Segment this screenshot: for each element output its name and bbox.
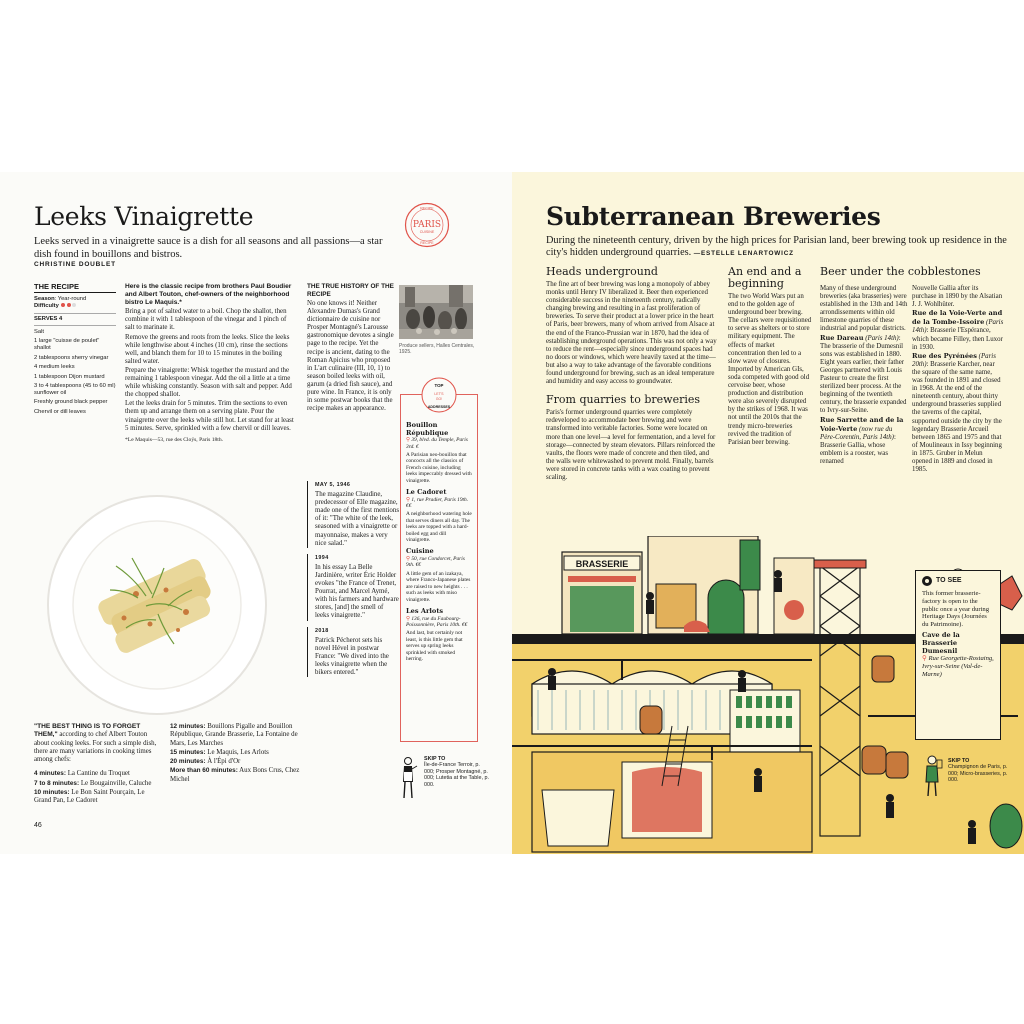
top-addresses-badge-icon bbox=[421, 377, 457, 413]
time-key: 4 minutes: bbox=[34, 770, 66, 778]
cooking-time-item bbox=[170, 723, 300, 748]
difficulty-dot-icon bbox=[67, 303, 71, 307]
section-body: Nouvelle Gallia after its purchase in 1890 by the Alsatian J. J. Wohlhüter. bbox=[912, 285, 1003, 309]
skip-to-text bbox=[948, 758, 1018, 784]
address-entry bbox=[406, 608, 472, 662]
timeline-date: 1994 bbox=[315, 554, 329, 561]
difficulty-dot-empty-icon bbox=[72, 303, 76, 307]
drinker-figure-icon bbox=[922, 754, 944, 798]
to-see-address bbox=[922, 655, 994, 678]
difficulty-dot-icon bbox=[61, 303, 65, 307]
street-entry bbox=[820, 334, 908, 416]
method-footnote: *Le Maquis—53, rue des Cloÿs, Paris 18th. bbox=[125, 436, 224, 443]
recipe-method bbox=[125, 283, 297, 445]
address-text: 50, rue Condorcet, Paris 9th. €€ bbox=[406, 556, 465, 569]
ingredient-list bbox=[34, 329, 116, 416]
address-location bbox=[406, 616, 472, 629]
timeline-entry bbox=[307, 627, 399, 678]
skip-to-text bbox=[424, 756, 490, 788]
address-name: Les Arlots bbox=[406, 606, 444, 615]
intro-body: During the nineteenth century, driven by the high prices for Parisian land, beer brewing took up residence in the city's hidden underground quarries. bbox=[546, 235, 1007, 258]
best-thing-body: according to chef Albert Touton about cooking leeks. For such a simple dish, there are many variations in cooking times among chefs: bbox=[34, 731, 157, 764]
intro-text bbox=[546, 235, 1016, 260]
badge-lets-text: LET'S bbox=[434, 392, 444, 396]
timeline-date: 2018 bbox=[315, 627, 329, 634]
time-value: À l'Épi d'Or bbox=[205, 758, 241, 766]
section-heading: An end and a beginning bbox=[728, 265, 802, 290]
article-column-1 bbox=[546, 266, 718, 482]
method-step: Prepare the vinaigrette: Whisk together the mustard and the remaining 1 tablespoon vinegar. Add the oil a little at a time while whisking constantly. Season with salt and pepper. Add the chopped shallot. bbox=[125, 366, 292, 399]
street-text: : Brasserie l'Espérance, which became Filley, then Luxor in 1930. bbox=[912, 327, 1003, 351]
best-thing-box bbox=[34, 723, 162, 807]
difficulty-line bbox=[34, 303, 116, 310]
map-pin-icon: ⚲ bbox=[406, 615, 410, 622]
timeline-entry bbox=[307, 554, 399, 621]
page-number: 46 bbox=[34, 822, 42, 829]
street-location: (Paris 14th) bbox=[863, 334, 899, 342]
timeline-entry bbox=[307, 481, 399, 548]
season-value: : Year-round bbox=[54, 296, 87, 302]
section-heading: Heads underground bbox=[546, 265, 658, 278]
time-value: Le Maquis, Les Arlots bbox=[205, 748, 269, 756]
skip-to-box bbox=[922, 754, 1018, 802]
address-text: 39, blvd. du Temple, Paris 3rd. € bbox=[406, 437, 468, 450]
time-key: 20 minutes: bbox=[170, 758, 206, 766]
recipe-paris-seal-icon bbox=[404, 202, 450, 248]
map-pin-icon: ⚲ bbox=[922, 655, 927, 663]
street-location: (Paris 14th) bbox=[912, 319, 1004, 335]
time-key: 7 to 8 minutes: bbox=[34, 779, 80, 787]
section-body: Many of these underground breweries (aka brasseries) were established in the 13th and 14th arrondissements within old limestone quarries of these industrial and popular districts. bbox=[820, 285, 908, 333]
time-value: Bouillons Pigalle and Bouillon République, Grande Brasserie, La Fontaine de Mars, Les Marches bbox=[170, 723, 298, 747]
halles-photo bbox=[399, 285, 473, 339]
time-key: More than 60 minutes: bbox=[170, 767, 238, 775]
timeline-date: MAY 5, 1946 bbox=[315, 482, 351, 488]
street-name: Rue Dareau bbox=[820, 333, 864, 342]
time-key: 12 minutes: bbox=[170, 723, 206, 730]
section-body: The two World Wars put an end to the golden age of underground beer brewing. The cellars were requisitioned to serve as shelters or to store military equipment. The effects of market concentration then led to a slow wave of closures. Imported by American GIs, soda competed with good old cervoise beer, whose production and distribution were also severely disrupted by the strikes of 1968. It was not until the 2010s that the trendy micro-breweries revived the tradition of Parisian beer brewing. bbox=[728, 293, 812, 446]
map-pin-icon: ⚲ bbox=[406, 556, 410, 563]
street-text: : Brasserie Gallia, whose emblem is a rooster, was renamed bbox=[820, 433, 896, 465]
section-heading: From quarries to breweries bbox=[546, 393, 701, 407]
address-desc: A little gem of an izakaya, where Franco-Japanese plates are raised to new heights . . . such as leeks with miso vinaigrette. bbox=[406, 570, 471, 603]
timeline-text: In his essay La Belle Jardinière, writer Éric Holder evokes "the France of Trenet, Pourrat, and Marcel Aymé, with his farmers and hardware stores, [and] the smell of leeks vinaigrette." bbox=[315, 563, 399, 620]
season-line bbox=[34, 296, 116, 303]
cooking-time-item bbox=[34, 770, 162, 778]
true-history-heading: THE TRUE HISTORY OF THE RECIPE bbox=[307, 283, 394, 298]
seal-sub-text: CUISINE bbox=[419, 230, 435, 234]
author-name: —ESTELLE LENARTOWICZ bbox=[693, 250, 794, 257]
time-key: 15 minutes: bbox=[170, 748, 206, 756]
street-entry bbox=[912, 309, 1004, 351]
to-see-name: Cave de la Brasserie Dumesnil bbox=[922, 630, 960, 655]
to-see-label: TO SEE bbox=[936, 577, 962, 585]
to-see-box bbox=[915, 570, 1001, 740]
street-text: : Brasserie Karcher, near the square of the same name, was founded in 1891 and closed in 1968. At the end of the nineteenth century, about thirty underground brasseries supplied the taverns of the capital, supported outside the city by the legendary Brasserie Arcueil between 1865 and 1975 and that of Moulineaux in Issy beginning in 1875. Gruber in Melun opened in 1889 and closed in 1985. bbox=[912, 360, 1002, 474]
article-column-3 bbox=[820, 285, 908, 466]
method-step: Remove the greens and roots from the leeks. Slice the leeks while lengthwise about 4 inches (10 cm), rinse the sections well, and blanch them for 10 to 15 minutes in the boiling salted water. bbox=[125, 333, 290, 365]
author-name: CHRISTINE DOUBLET bbox=[34, 261, 116, 268]
right-page bbox=[512, 172, 1024, 854]
address-entry bbox=[406, 489, 472, 543]
address-desc: A neighborhood watering hole that serves diners all day. The leeks are topped with a hard-boiled egg and dill vinaigrette. bbox=[406, 511, 472, 544]
difficulty-label: Difficulty bbox=[34, 303, 59, 309]
street-entry bbox=[912, 352, 1004, 474]
section-body: Paris's former underground quarries were completely redeveloped to accommodate beer brewing and were transformed into veritable factories. Some were located on more than one level—a level for fermentation, and a level for storage—connected by steam elevators. Pillars reinforced the vaults, the floors were made of concrete and then tiled, and the walls were whitewashed to prevent mold. Finally, barrels were stored in concrete tanks with a wax coating to prevent scaling. bbox=[546, 409, 716, 481]
seal-bottom-text: RECIPE bbox=[420, 241, 434, 245]
street-text: : The brasserie of the Dumesnil sons was established in 1880. Eight years earlier, their father Georges partnered with Louis Pasteur to create the first sterilized beer process. At the beginning of the twentieth century, the brasserie expanded to Ivry-sur-Seine. bbox=[820, 334, 907, 415]
street-entry bbox=[820, 416, 908, 467]
to-see-heading bbox=[922, 576, 994, 586]
ingredient-item: Salt bbox=[34, 329, 44, 335]
address-name: Bouillon République bbox=[406, 421, 449, 437]
eye-icon bbox=[922, 576, 932, 586]
seal-top-text: RECIPE bbox=[420, 206, 434, 211]
address-entry bbox=[406, 422, 472, 484]
article-column-2 bbox=[728, 266, 812, 447]
time-value: Aux Bons Crus, Chez Michel bbox=[170, 767, 300, 783]
map-pin-icon: ⚲ bbox=[406, 437, 410, 444]
top-addresses-box bbox=[400, 394, 478, 742]
timeline-text: The magazine Claudine, predecessor of Elle magazine, made one of the first mentions of it: "The white of the leek, seasoned with a vinaigrette or mayonnaise, makes a very nice salad." bbox=[315, 491, 400, 547]
ingredient-item: 1 tablespoon Dijon mustard bbox=[34, 373, 105, 380]
time-value: Le Bougainville, Caluche bbox=[79, 779, 152, 787]
time-value: Le Bon Saint Pourçain, Le Grand Pan, Le Cadoret bbox=[34, 789, 145, 805]
true-history bbox=[307, 283, 395, 413]
method-step: Bring a pot of salted water to a boil. Chop the shallot, then combine it with 1 tablespoon of the vinegar and 1 pinch of salt to marinate it. bbox=[125, 308, 287, 332]
address-entry bbox=[406, 548, 472, 602]
cooking-times-list-continued bbox=[170, 723, 300, 785]
address-name: Cuisine bbox=[406, 547, 434, 556]
article-column-4 bbox=[912, 285, 1004, 474]
ingredient-item: Freshly ground black pepper bbox=[34, 399, 108, 406]
page-title: Subterranean Breweries bbox=[546, 202, 881, 231]
history-timeline bbox=[307, 481, 399, 683]
book-spread bbox=[0, 172, 1024, 854]
skip-to-refs: Champignon de Paris, p. 000; Micro-brasseries, p. 000. bbox=[948, 764, 1008, 784]
page-title: Leeks Vinaigrette bbox=[34, 202, 254, 231]
time-key: 10 minutes: bbox=[34, 789, 70, 797]
street-name: Rue Sarrette and de la Voie-Verte bbox=[820, 415, 904, 433]
intro-text: Leeks served in a vinaigrette sauce is a dish for all seasons and all passions—a star dish found in bouillons and bistros. bbox=[34, 236, 383, 260]
street-name: Rue des Pyrénées bbox=[912, 351, 977, 360]
method-step: Let the leeks drain for 5 minutes. Trim the sections to even them up and arrange them on a serving plate. Pour the vinaigrette over the leeks while still hot. Let stand for at least 5 minutes. Serve, sprinkled with a few chervil or dill leaves. bbox=[125, 400, 294, 432]
cooking-time-item bbox=[170, 767, 300, 784]
season-label: Season bbox=[34, 296, 55, 302]
address-location bbox=[406, 437, 472, 450]
cooking-times-list bbox=[34, 770, 162, 805]
ingredient-item: 2 tablespoons sherry vinegar bbox=[34, 354, 109, 361]
cooking-time-item bbox=[34, 780, 162, 788]
ingredient-item: 3 to 4 tablespoons (45 to 60 ml) sunflower oil bbox=[34, 382, 116, 396]
to-see-address-text: Rue Georgette-Rostaing, Ivry-sur-Seine (Val-de-Marne) bbox=[922, 655, 994, 678]
ingredient-item: 1 large "cuisse de poulet" shallot bbox=[34, 338, 100, 352]
section-heading: Beer under the cobblestones bbox=[820, 265, 981, 278]
section-body: The fine art of beer brewing was long a monopoly of abbey monks until Henry IV liberalized it. Beer then experienced considerable success in the nineteenth century, radically changing brewing and resulting in a fast proliferation of breweries. To serve their product at a lower price in the heart of Paris, beer brewers, many of whom arrived from Alsace at the end of the Franco-Prussian war in 1870, had the idea of establishing underground operations. This was not only a way to reduce the rent—especially since underground spaces had no doors or windows, which were heavily taxed at the time—but also a way to take advantage of the favorable conditions found underground for brewing, such as an ideal temperature and humidity and easy access to groundwater. bbox=[546, 281, 717, 386]
skip-to-box bbox=[398, 756, 488, 806]
address-location bbox=[406, 497, 472, 510]
left-page bbox=[0, 172, 512, 854]
address-name: Le Cadoret bbox=[406, 488, 447, 497]
address-desc: A Parisian neo-bouillon that concocts all the classics of French cuisine, including leeks impeccably dressed with vinaigrette. bbox=[406, 452, 472, 484]
badge-go-text: GO! bbox=[435, 397, 443, 401]
street-name: Rue de la Voie-Verte and de la Tombe-Issoire bbox=[912, 309, 1003, 327]
cooking-time-item bbox=[34, 789, 162, 806]
seal-center-text: PARIS bbox=[412, 220, 442, 230]
skip-to-refs: Île-de-France Terroir, p. 000; Prosper Montagné, p. 000; Lutetia at the Table, p. 000. bbox=[424, 762, 489, 788]
address-desc: And last, but certainly not least, is this little gem that serves up spring leeks sprinkled with smoked herring. bbox=[406, 630, 463, 662]
address-location bbox=[406, 556, 472, 569]
address-text: 1, rue Pradier, Paris 19th. €€ bbox=[406, 496, 469, 510]
recipe-sidebar bbox=[34, 283, 116, 418]
skip-to-label: SKIP TO bbox=[948, 758, 970, 764]
cooking-time-item bbox=[170, 758, 300, 766]
street-location: (now rue du Père-Corentin, Paris 14th) bbox=[820, 425, 894, 441]
cooking-time-item bbox=[170, 749, 300, 757]
badge-top-text: TOP bbox=[434, 383, 444, 388]
timeline-text: Patrick Pécherot sets his novel Hével in postwar France: "We dived into the leeks vinaigrette when the bikers entered." bbox=[315, 636, 389, 676]
address-text: 136, rue du Faubourg-Poissonnière, Paris 10th. €€ bbox=[406, 615, 468, 628]
street-location: (Paris 20th) bbox=[912, 352, 996, 368]
brasserie-sign-text: BRASSERIE bbox=[575, 559, 629, 569]
best-thing-lead: "THE BEST THING IS TO FORGET THEM," bbox=[34, 723, 141, 739]
leeks-plate-photo bbox=[46, 494, 268, 716]
to-see-body: This former brasserie-factory is open to the public once a year during Heritage Days (Journées du Patrimoine). bbox=[922, 590, 990, 629]
true-history-body: No one knows it! Neither Alexandre Dumas's Grand dictionnaire de cuisine nor Prosper Montagné's Larousse gastronomique devotes a single page to the recipe. Yet the recipe is ancient, dating to the Roman Apicius who proposed in L'art culinaire (III, 10, 1) to season boiled leeks with oil, garum (a dried fish sauce), and pure wine. In France, it is only in some postwar books that the recipe makes an appearance. bbox=[307, 300, 394, 413]
ingredient-item: 4 medium leeks bbox=[34, 364, 75, 371]
method-lead: Here is the classic recipe from brothers Paul Boudier and Albert Touton, chef-owners of the neighborhood bistro Le Maquis.* bbox=[125, 283, 292, 307]
time-value: La Cantine du Troquet bbox=[65, 770, 130, 778]
skip-to-label: SKIP TO bbox=[424, 756, 446, 762]
serves-label: SERVES 4 bbox=[34, 313, 116, 326]
map-pin-icon: ⚲ bbox=[406, 496, 410, 503]
recipe-heading: THE RECIPE bbox=[34, 283, 116, 293]
ingredient-item: Chervil or dill leaves bbox=[34, 408, 86, 415]
photo-caption: Produce sellers, Halles Centrales, 1925. bbox=[399, 343, 475, 355]
waiter-figure-icon bbox=[398, 756, 418, 800]
badge-addresses-text: ADDRESSES bbox=[427, 405, 451, 409]
